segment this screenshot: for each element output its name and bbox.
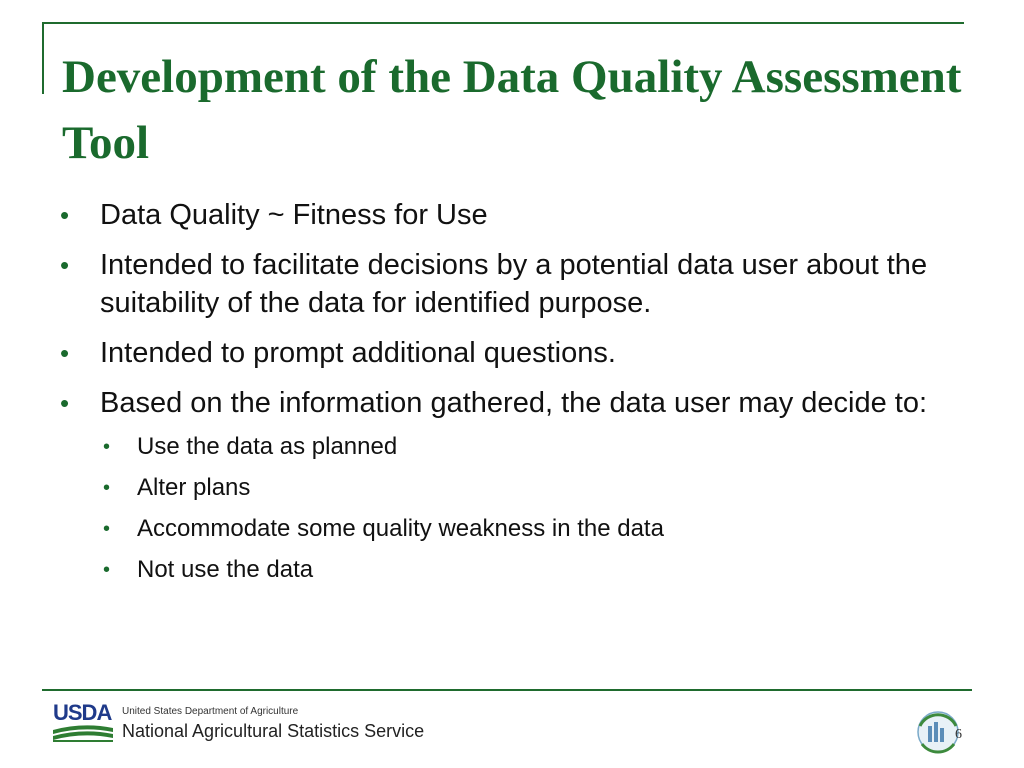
bullet-item: • Intended to facilitate decisions by a potential data user about the suitability of the data for identified purpose.	[58, 246, 958, 322]
usda-stripes-icon	[53, 724, 113, 742]
sub-bullet-item: • Alter plans	[100, 473, 958, 503]
bullet-text: Based on the information gathered, the data user may decide to:	[100, 387, 928, 419]
sub-bullet-list	[100, 432, 958, 585]
sub-bullet-item: • Not use the data	[100, 555, 958, 585]
sub-bullet-item: • Accommodate some quality weakness in the data	[100, 514, 958, 544]
sub-bullet-item: • Use the data as planned	[100, 432, 958, 462]
frame-top-rule	[42, 22, 964, 24]
slide-title: Development of the Data Quality Assessment Tool	[62, 51, 962, 169]
department-name: United States Department of Agriculture	[122, 706, 299, 717]
bullet-item: • Intended to prompt additional questions.	[58, 334, 958, 372]
frame-left-rule	[42, 22, 44, 94]
bullet-item-with-sublist	[58, 384, 958, 585]
usda-logo-text: USDA	[53, 700, 112, 725]
agency-name: National Agricultural Statistics Service	[122, 721, 425, 741]
bullet-list	[58, 196, 958, 585]
slide-body	[58, 196, 958, 597]
page-number: 6	[955, 727, 962, 742]
footer-rule	[42, 689, 972, 691]
bullet-item: • Data Quality ~ Fitness for Use	[58, 196, 958, 234]
